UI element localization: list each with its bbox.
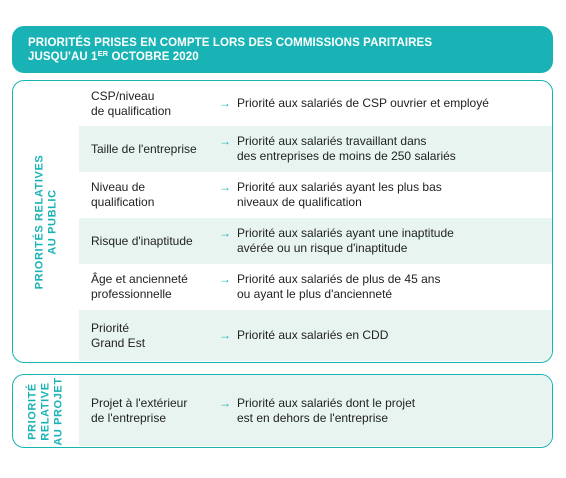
title-line-2 [28,50,537,64]
row-description: Priorité aux salariés de plus de 45 ans ou ayant le plus d'ancienneté [237,272,441,301]
public-side-label-line-1: PRIORITÉS RELATIVES [33,154,45,289]
table-row [79,375,552,446]
project-side-label-line-3: AU PROJET [52,376,65,446]
title-line-2-suffix: OCTOBRE 2020 [108,51,199,63]
project-priorities-panel [12,374,553,448]
row-description: Priorité aux salariés de CSP ouvrier et employé [237,96,489,110]
row-category: CSP/niveau de qualification [91,88,172,118]
public-priorities-rows [79,81,552,362]
row-category: Âge et ancienneté professionnelle [91,272,188,301]
arrow-right-icon: → [219,134,231,148]
project-side-label [13,375,79,447]
arrow-right-icon: → [219,328,231,342]
table-row [79,126,552,172]
table-row [79,172,552,218]
arrow-right-icon: → [219,395,231,410]
row-description: Priorité aux salariés dont le projet est en dehors de l'entreprise [237,395,416,425]
table-row [79,81,552,126]
row-category: Taille de l'entreprise [91,141,197,156]
arrow-right-icon: → [219,272,231,286]
title-line-1: PRIORITÉS PRISES EN COMPTE LORS DES COMMISSIONS PARITAIRES [28,37,433,49]
public-side-label [13,81,79,362]
project-priorities-rows [79,375,552,447]
public-priorities-panel [12,80,553,363]
project-side-label-line-1: PRIORITÉ [26,382,39,440]
row-description: Priorité aux salariés travaillant dans des entreprises de moins de 250 salariés [237,134,456,163]
title-line-2-prefix: JUSQU'AU 1 [28,51,98,63]
row-description: Priorité aux salariés en CDD [237,328,389,342]
row-category: Risque d'inaptitude [91,233,193,248]
row-description: Priorité aux salariés ayant les plus bas niveaux de qualification [237,180,442,209]
project-side-label-line-2: RELATIVE [39,381,52,441]
title-superscript: ER [97,49,109,58]
table-title [12,26,553,73]
row-category: Projet à l'extérieur de l'entreprise [91,395,188,425]
public-side-label-line-2: AU PUBLIC [46,188,58,255]
arrow-right-icon: → [219,180,231,194]
table-row [79,218,552,264]
arrow-right-icon: → [219,226,231,240]
table-row [79,264,552,310]
arrow-right-icon: → [219,96,231,110]
row-category: Niveau de qualification [91,180,155,209]
row-description: Priorité aux salariés ayant une inaptitude avérée ou un risque d'inaptitude [237,226,454,255]
table-row [79,310,552,361]
row-category: Priorité Grand Est [91,320,146,350]
